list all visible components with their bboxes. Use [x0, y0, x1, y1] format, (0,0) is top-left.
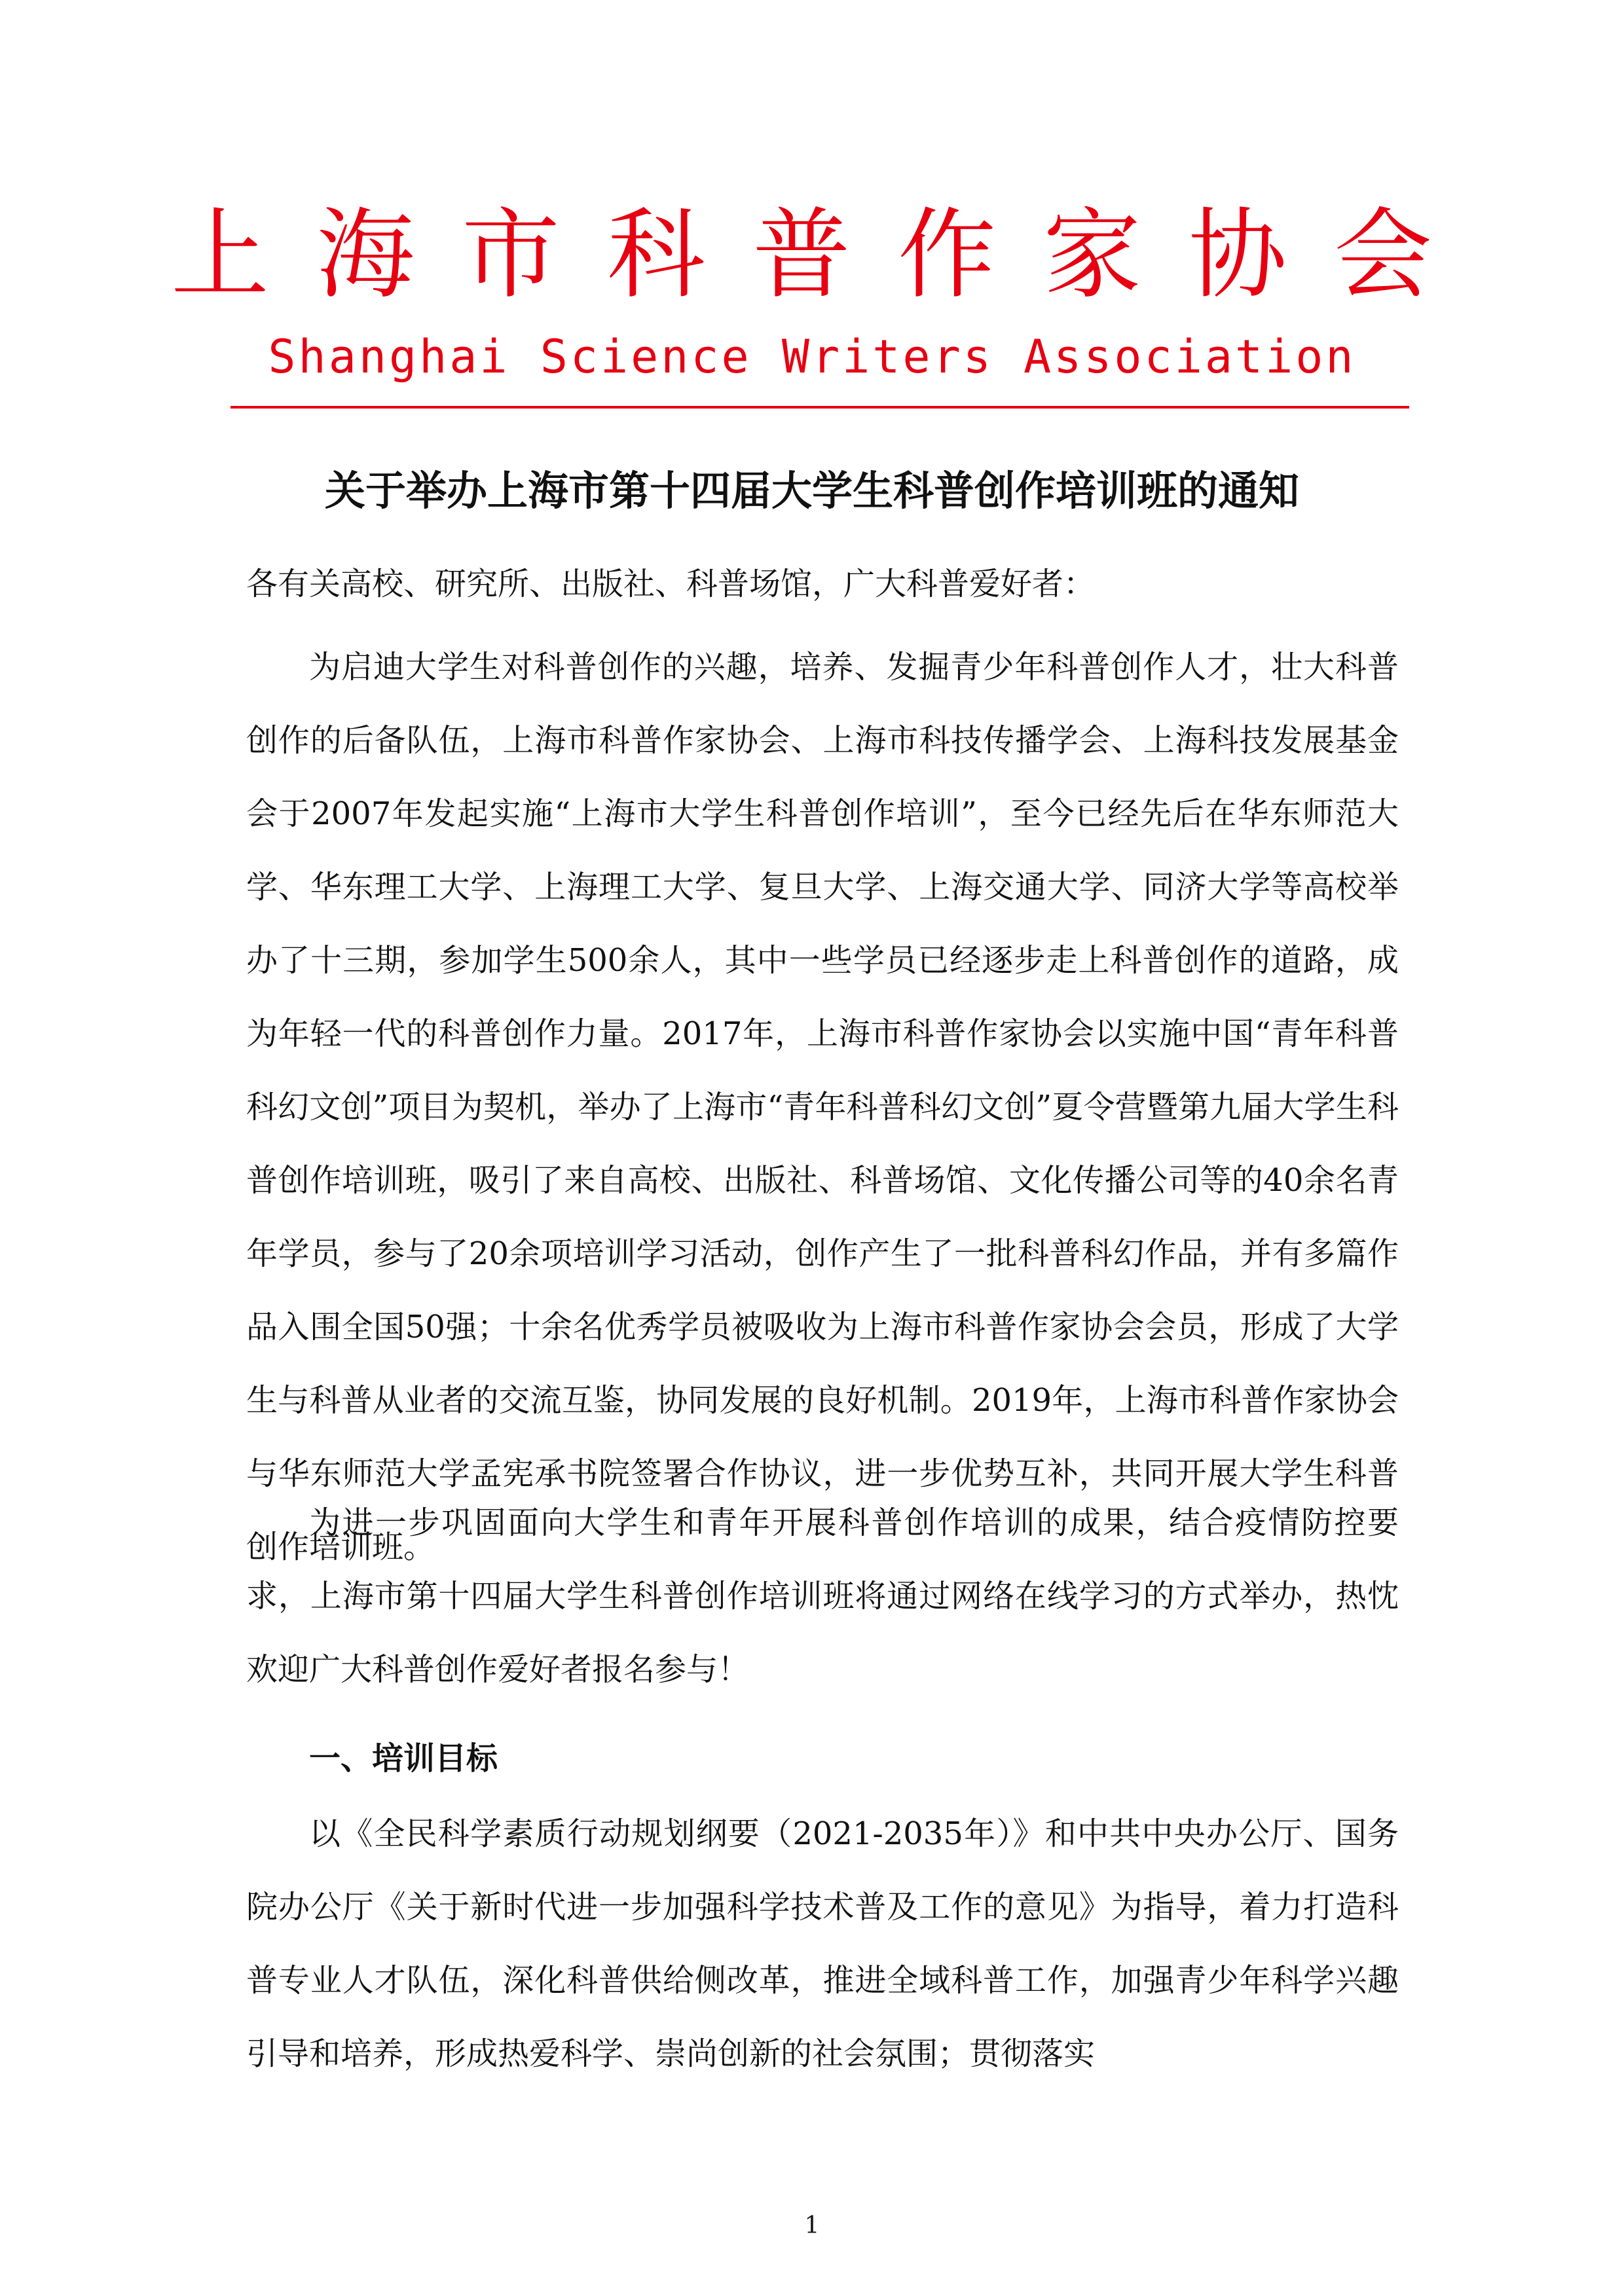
letterhead-name-english: Shanghai Science Writers Association: [268, 330, 1356, 384]
paragraph-background: 为启迪大学生对科普创作的兴趣，培养、发掘青少年科普创作人才，壮大科普创作的后备队伍，上海市科普作家协会、上海市科技传播学会、上海科技发展基金会于2007年发起实施“上海市大学生科普创作培训”，至今已经先后在华东师范大学、华东理工大学、上海理工大学、复旦大学、上海交通大学、同济大学等高校举办了十三期，参加学生500余人，其中一些学员已经逐步走上科普创作的道路，成为年轻一代的科普创作力量。2017年，上海市科普作家协会以实施中国“青年科普科幻文创”项目为契机，举办了上海市“青年科普科幻文创”夏令营暨第九届大学生科普创作培训班，吸引了来自高校、出版社、科普场馆、文化传播公司等的40余名青年学员，参与了20余项培训学习活动，创作产生了一批科普科幻作品，并有多篇作品入围全国50强；十余名优秀学员被吸收为上海市科普作家协会会员，形成了大学生与科普从业者的交流互鉴，协同发展的良好机制。2019年，上海市科普作家协会与华东师范大学孟宪承书院签署合作协议，进一步优势互补，共同开展大学生科普创作培训班。: [246, 649, 1399, 1565]
document-title: 关于举办上海市第十四届大学生科普创作培训班的通知: [324, 467, 1299, 515]
page-number: 1: [804, 2212, 820, 2239]
paragraph-announcement: 为进一步巩固面向大学生和青年开展科普创作培训的成果，结合疫情防控要求，上海市第十四届大学生科普创作培训班将通过网络在线学习的方式举办，热忱欢迎广大科普创作爱好者报名参与！: [246, 1504, 1399, 1688]
paragraph-training-goals: 以《全民科学素质行动规划纲要（2021-2035年）》和中共中央办公厅、国务院办公厅《关于新时代进一步加强科学技术普及工作的意见》为指导，着力打造科普专业人才队伍，深化科普供给侧改革，推进全域科普工作，加强青少年科学兴趣引导和培养，形成热爱科学、崇尚创新的社会氛围；贯彻落实: [246, 1815, 1399, 2072]
letterhead-name-chinese: 上海市科普作家协会: [170, 198, 1479, 312]
salutation: 各有关高校、研究所、出版社、科普场馆，广大科普爱好者：: [246, 566, 1096, 602]
letterhead-divider: [231, 406, 1409, 409]
section-heading-training-goals: 一、培训目标: [309, 1740, 498, 1777]
